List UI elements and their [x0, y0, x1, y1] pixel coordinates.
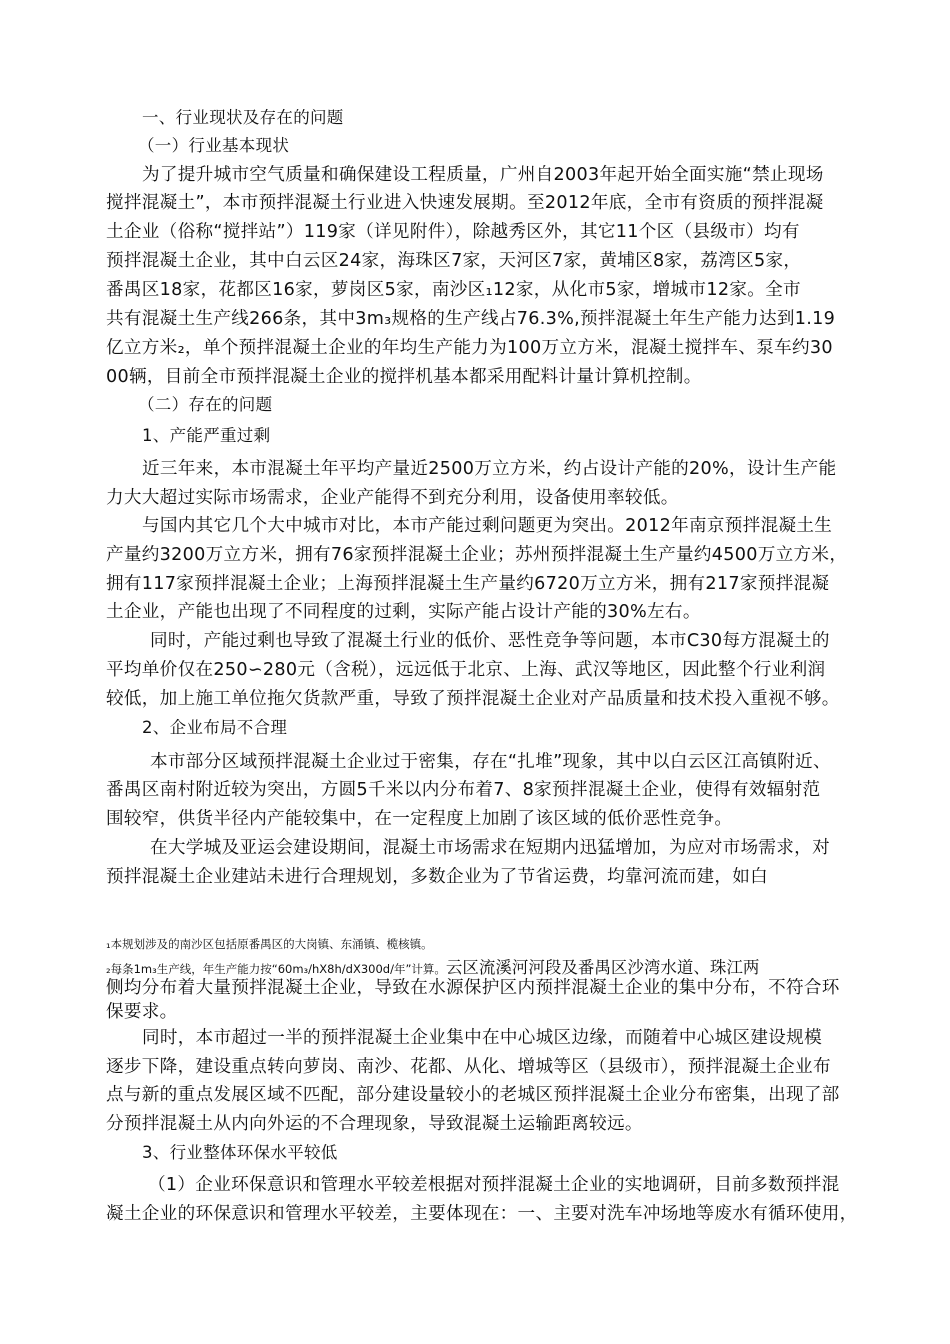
paragraph-line: 侧均分布着大量预拌混凝土企业，导致在水源保护区内预拌混凝土企业的集中分布，不符合环: [106, 978, 840, 998]
paragraph-line: 平均单价仅在250∽280元（含税），远远低于北京、上海、武汉等地区，因此整个行业利润: [106, 660, 826, 680]
paragraph-line: 番禺区18家，花都区16家，萝岗区5家，南沙区₁12家，从化市5家，增城市12家。全市: [106, 280, 801, 300]
paragraph-line: 保要求。: [106, 1002, 178, 1022]
subsection-heading-1: （一）行业基本现状: [138, 136, 290, 155]
paragraph-line: 逐步下降，建设重点转向萝岗、南沙、花都、从化、增城等区（县级市），预拌混凝土企业布: [106, 1057, 831, 1077]
paragraph-line: 共有混凝土生产线266条，其中3m₃规格的生产线占76.3%,预拌混凝土年生产能力达到1.19: [106, 309, 836, 329]
paragraph-line: 力大大超过实际市场需求，企业产能得不到充分利用，设备使用率较低。: [106, 488, 679, 508]
paragraph-line: 凝土企业的环保意识和管理水平较差，主要体现在：一、主要对洗车冲场地等废水有循环使用，: [106, 1204, 858, 1224]
footnote-1: ₁本规划涉及的南沙区包括原番禺区的大岗镇、东涌镇、榄核镇。: [106, 937, 433, 951]
footnote-2-text: ₂每条1m₃生产线，年生产能力按“60m₃/hX8h/dX300d/年”计算。: [106, 962, 446, 976]
paragraph-line: 点与新的重点发展区域不匹配，部分建设量较小的老城区预拌混凝土企业分布密集，出现了部: [106, 1085, 840, 1105]
paragraph-line: 本市部分区域预拌混凝土企业过于密集，存在“扎堆”现象，其中以白云区江高镇附近、: [150, 752, 831, 772]
paragraph-line: 预拌混凝土企业，其中白云区24家，海珠区7家，天河区7家，黄埔区8家，荔湾区5家，: [106, 251, 802, 271]
paragraph-line: 分预拌混凝土从内向外运的不合理现象，导致混凝土运输距离较远。: [106, 1114, 643, 1134]
item-heading-2: 2、企业布局不合理: [142, 718, 288, 737]
paragraph-line: 拥有117家预拌混凝土企业；上海预拌混凝土生产量约6720万立方米，拥有217家预拌混凝: [106, 574, 830, 594]
paragraph-line: （1）企业环保意识和管理水平较差根据对预拌混凝土企业的实地调研，目前多数预拌混: [148, 1175, 840, 1195]
item-heading-1: 1、产能严重过剩: [142, 426, 271, 445]
paragraph-line: 00辆，目前全市预拌混凝土企业的搅拌机基本都采用配料计量计算机控制。: [106, 367, 702, 387]
subsection-heading-2: （二）存在的问题: [138, 395, 273, 414]
paragraph-line: 在大学城及亚运会建设期间，混凝土市场需求在短期内迅猛增加，为应对市场需求，对: [150, 838, 830, 858]
paragraph-line: 较低，加上施工单位拖欠货款严重，导致了预拌混凝土企业对产品质量和技术投入重视不够。: [106, 689, 840, 709]
paragraph-line: 近三年来，本市混凝土年平均产量近2500万立方米，约占设计产能的20%，设计生产能: [142, 459, 837, 479]
paragraph-line: 土企业，产能也出现了不同程度的过剩，实际产能占设计产能的30%左右。: [106, 602, 701, 622]
paragraph-line: 预拌混凝土企业建站未进行合理规划，多数企业为了节省运费，均靠河流而建，如白: [106, 867, 769, 887]
paragraph-line: 番禺区南村附近较为突出，方圆5千米以内分布着7、8家预拌混凝土企业，使得有效辐射范: [106, 780, 821, 800]
paragraph-line: 为了提升城市空气质量和确保建设工程质量，广州自2003年起开始全面实施“禁止现场: [142, 165, 824, 185]
paragraph-line: 土企业（俗称“搅拌站”）119家（详见附件），除越秀区外，其它11个区（县级市）均有: [106, 222, 800, 242]
paragraph-line: 围较窄，供货半径内产能较集中，在一定程度上加剧了该区域的低价恶性竞争。: [106, 809, 733, 829]
footnote-2-continuation: 云区流溪河河段及番禺区沙湾水道、珠江两: [445, 958, 760, 977]
section-heading-1: 一、行业现状及存在的问题: [142, 108, 344, 127]
paragraph-line: 产量约3200万立方米，拥有76家预拌混凝土企业；苏州预拌混凝土生产量约4500万立方米，: [106, 545, 848, 565]
paragraph-line: 搅拌混凝土”，本市预拌混凝土行业进入快速发展期。至2012年底，全市有资质的预拌混凝: [106, 193, 824, 213]
item-heading-3: 3、行业整体环保水平较低: [142, 1143, 338, 1162]
paragraph-line: 亿立方米₂，单个预拌混凝土企业的年均生产能力为100万立方米，混凝土搅拌车、泵车约30: [106, 338, 833, 358]
paragraph-line: 同时，本市超过一半的预拌混凝土企业集中在中心城区边缘，而随着中心城区建设规模: [142, 1028, 822, 1048]
paragraph-line: 同时，产能过剩也导致了混凝土行业的低价、恶性竞争等问题，本市C30每方混凝土的: [150, 631, 830, 651]
paragraph-line: 与国内其它几个大中城市对比，本市产能过剩问题更为突出。2012年南京预拌混凝土生: [142, 516, 833, 536]
